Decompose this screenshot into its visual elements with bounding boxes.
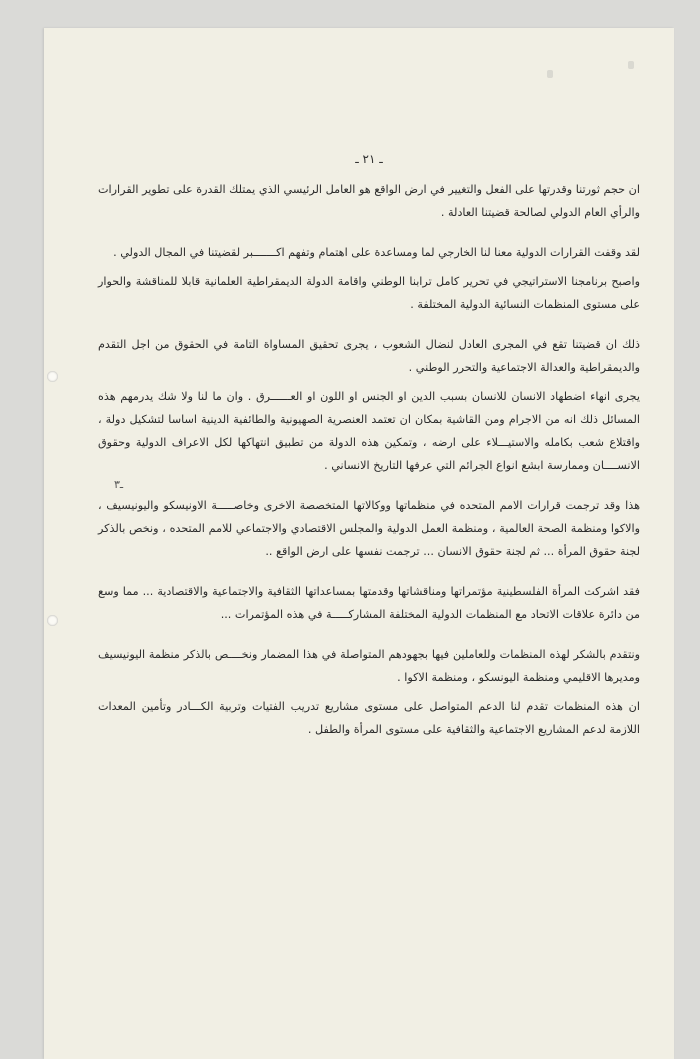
- paper-speck: [628, 61, 634, 69]
- page-number: ـ ٢١ ـ: [355, 152, 383, 166]
- paragraph: ذلك ان قضيتنا تقع في المجرى العادل لنضال الشعوب ، يجرى تحقيق المساواة التامة في الحقوق من اجل التقدم والديمقراطية والعدالة الاجتماعية والتحرر الوطني .: [98, 338, 640, 374]
- paragraph: لقد وقفت القرارات الدولية معنا لنا الخارجي لما ومساعدة على اهتمام وتفهم اكـــــــبر لقضيتنا في المجال الدولي .: [113, 246, 640, 259]
- paragraph: يجرى انهاء اضطهاد الانسان للانسان بسبب الدين او الجنس او اللون او العــــــرق . وان ما لنا ولا شك يدرمهم هذه المسائل ذلك انه من الاجرام ومن القاشية بمكان ان تعتمد العنصرية الصهيونية والطائفية الدينية اساسا لتشكيل دولة ، واقتلاع شعب بكامله والاستيـــلاء على ارضه ، وتمكين هذه الدولة من تطبيق انتهاكها لكل الاعراف الدولية وحقوق الانســــان وممارسة ابشع انواع الجرائم التي عرفها التاريخ الانساني .: [98, 390, 640, 472]
- paragraph: ان حجم ثورتنا وقدرتها على الفعل والتغيير في ارض الواقع هو العامل الرئيسي الذي يمتلك القدرة على تطوير القرارات والرأي العام الدولي لصالحة قضيتنا العادلة .: [98, 183, 640, 219]
- paragraph: ونتقدم بالشكر لهذه المنظمات وللعاملين فيها بجهودهم المتواصلة في هذا المضمار ونخــــص بالذكر منظمة اليونيسيف ومديرها الاقليمي ومنظمة اليونسكو ، ومنظمة الاكوا .: [98, 648, 640, 684]
- paragraph: هذا وقد ترجمت قرارات الامم المتحده في منظماتها ووكالاتها المتخصصة الاخرى وخاصـــــة الاونيسكو واليونيسيف ، والاكوا ومنظمة الصحة العالمية ، ومنظمة العمل الدولية والمجلس الاقتصادي والاجتماعي للامم المتحده ، ونخص بالذكر لجنة حقوق المرأة ... ثم لجنة حقوق الانسان ... ترجمت نفسها على ارض الواقع ..: [98, 499, 640, 558]
- paragraph: فقد اشركت المرأة الفلسطينية مؤتمراتها ومناقشاتها وقدمتها بمساعداتها الثقافية والاجتماعية والاقتصادية ... مما وسع من دائرة علاقات الاتحاد مع المنظمات الدولية المختلفة المشاركـــــة في هذه المؤتمرات ...: [98, 585, 640, 621]
- margin-annotation: ـ٣: [114, 478, 124, 491]
- document-page: [44, 28, 674, 1059]
- paragraph: واصبح برنامجنا الاستراتيجي في تحرير كامل ترابنا الوطني واقامة الدولة الديمقراطية العلمانية قابلا للمناقشة والحوار على مستوى المنظمات النسائية الدولية المختلفة .: [98, 275, 640, 311]
- paper-speck: [547, 70, 553, 78]
- paragraph: ان هذه المنظمات تقدم لنا الدعم المتواصل على مستوى مشاريع تدريب الفتيات وتربية الكـــادر وتأمين المعدات اللازمة لدعم المشاريع الاجتماعية والثقافية على مستوى المرأة والطفل .: [98, 700, 640, 736]
- document-body: [98, 152, 640, 741]
- punch-hole: [47, 615, 58, 626]
- punch-hole: [47, 371, 58, 382]
